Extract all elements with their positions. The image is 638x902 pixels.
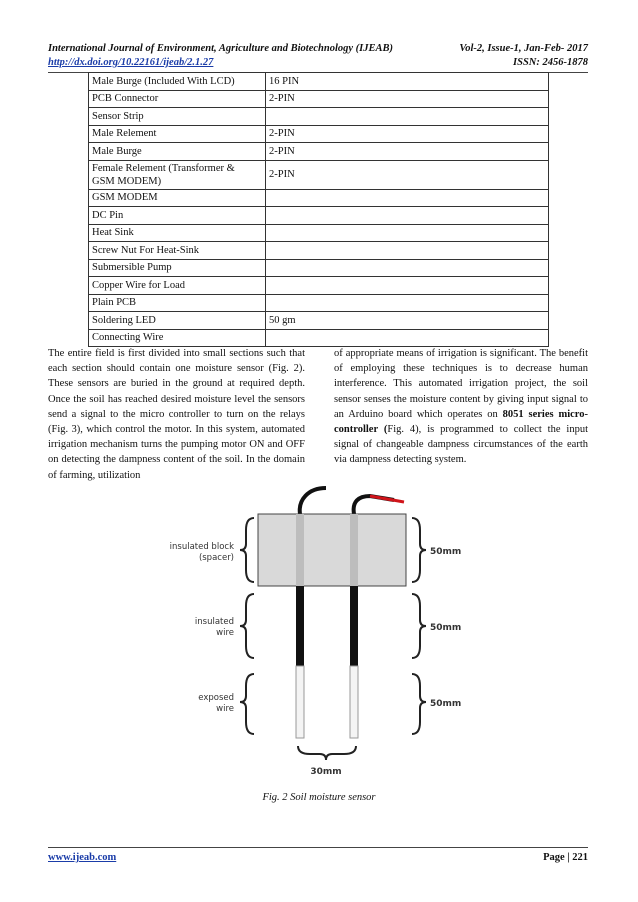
spec-cell [266,108,549,126]
right-brace-top [412,518,426,582]
inner-wire-right [350,514,358,586]
volume-info: Vol-2, Issue-1, Jan-Feb- 2017 [459,43,588,54]
right-brace-bot [412,674,426,734]
spec-cell: 2-PIN [266,160,549,189]
spec-cell [266,224,549,242]
spec-cell: 50 gm [266,312,549,330]
spec-cell: 16 PIN [266,73,549,91]
component-cell: Submersible Pump [89,259,266,277]
component-cell: GSM MODEM [89,189,266,207]
table-row [89,242,549,260]
spec-cell [266,294,549,312]
label-insulated-wire: wire [216,628,234,638]
components-table [88,72,549,347]
right-paragraph-part-2: Fig. 4), is programmed to collect the input signal of changeable dampness circumstances of the earth via dampness detecting system. [334,424,589,466]
label-exposed-wire: wire [216,704,234,714]
soil-sensor-diagram [158,478,478,783]
label-insulated: insulated [194,617,234,627]
spec-cell [266,259,549,277]
table-row [89,108,549,126]
spec-cell [266,242,549,260]
journal-header [48,42,393,70]
label-insulated-block: insulated block [169,542,234,552]
component-cell: PCB Connector [89,90,266,108]
left-column-paragraph: The entire field is first divided into small sections such that each section should contain one moisture sensor (Fig. 2). These sensors are buried in the ground at required depth. Once the soil has reached desired moisture level the sensors send a signal to the micro controller to turn on the relays (Fig. 3), which control the motor. In this system, automated irrigation mechanism turns the pumping motor ON and OFF on detecting the dampness content of the soil. In the domain of farming, utilization [48,348,305,481]
component-cell: Female Relement (Transformer & GSM MODEM) [89,160,266,189]
spec-cell [266,207,549,225]
dim-mid: 50mm [430,623,462,633]
component-cell: Male Burge (Included With LCD) [89,73,266,91]
volume-header [459,42,588,70]
left-brace-block [240,518,254,582]
component-cell: DC Pin [89,207,266,225]
figure-caption: Fig. 2 Soil moisture sensor [262,792,376,803]
table-row [89,90,549,108]
right-column-paragraph [334,346,588,468]
dim-top: 50mm [430,547,462,557]
spec-cell: 2-PIN [266,125,549,143]
component-cell: Connecting Wire [89,329,266,347]
inner-wire-left [296,514,304,586]
table-row [89,189,549,207]
page-number: Page | 221 [543,852,588,863]
component-cell: Copper Wire for Load [89,277,266,295]
table-row [89,73,549,91]
bottom-brace [298,746,356,760]
component-cell: Soldering LED [89,312,266,330]
component-cell: Sensor Strip [89,108,266,126]
insulated-wire-right [350,586,358,666]
component-cell: Male Relement [89,125,266,143]
table-row [89,143,549,161]
component-cell: Heat Sink [89,224,266,242]
label-spacer: (spacer) [198,553,234,563]
insulated-block [258,514,406,586]
table-row [89,312,549,330]
spec-cell [266,189,549,207]
exposed-wire-right [350,666,358,738]
table-row [89,277,549,295]
right-brace-mid [412,594,426,658]
dim-bot: 50mm [430,699,462,709]
table-row [89,160,549,189]
table-row [89,329,549,347]
insulated-wire-left [296,586,304,666]
doi-link[interactable]: http://dx.doi.org/10.22161/ijeab/2.1.27 [48,57,214,68]
table-row [89,259,549,277]
black-lead-wire [300,488,326,514]
left-brace-insulated [240,594,254,658]
right-paragraph-part-1: of appropriate means of irrigation is significant. The benefit of employing these techniques is to decrease human interference. This automated irrigation project, the soil sensor senses the moisture content by giving input signal to an Arduino board which operates on [334,348,588,420]
soil-sensor-figure [158,478,478,783]
exposed-wire-left [296,666,304,738]
right-paragraph-bold: 8051 series micro-controller ( [334,408,588,436]
component-cell: Male Burge [89,143,266,161]
table-row [89,294,549,312]
site-link[interactable]: www.ijeab.com [48,852,117,863]
table-row [89,125,549,143]
component-cell: Screw Nut For Heat-Sink [89,242,266,260]
left-brace-exposed [240,674,254,734]
footer-divider [48,847,588,848]
issn-info: ISSN: 2456-1878 [513,57,588,68]
journal-title: International Journal of Environment, Agriculture and Biotechnology (IJEAB) [48,43,394,54]
dim-width: 30mm [310,767,342,777]
component-cell: Plain PCB [89,294,266,312]
label-exposed: exposed [198,693,234,703]
table-row [89,207,549,225]
spec-cell [266,329,549,347]
spec-cell: 2-PIN [266,143,549,161]
spec-cell: 2-PIN [266,90,549,108]
components-table-body [89,73,549,347]
spec-cell [266,277,549,295]
table-row [89,224,549,242]
